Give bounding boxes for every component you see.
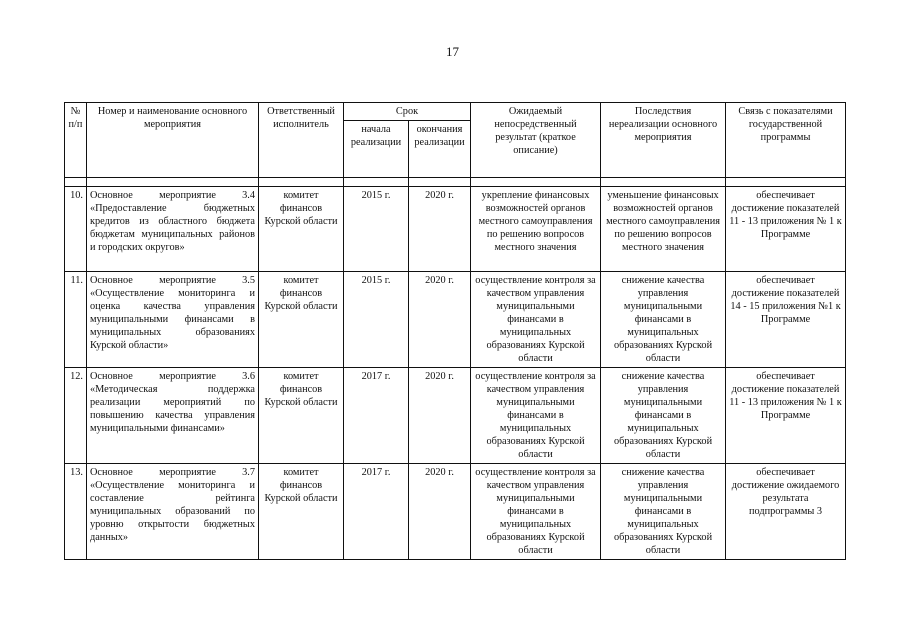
row-end: 2020 г. [409,272,471,368]
header-term: Срок [344,103,471,121]
table-row [65,368,846,464]
activities-table [64,102,846,560]
header-num: № п/п [65,103,87,178]
row-start: 2015 г. [344,272,409,368]
row-num: 12. [65,368,87,464]
row-responsible: комитет финансов Курской области [259,368,344,464]
header-name: Номер и наименование основного мероприятия [87,103,259,178]
row-consequences: снижение качества управления муниципальными финансами в муниципальных образованиях Курской области [601,368,726,464]
row-num: 13. [65,464,87,560]
row-name: Основное мероприятие 3.6 «Методическая поддержка реализации мероприятий по повышению качества управления муниципальными финансами» [87,368,259,464]
row-link: обеспечивает достижение показателей 11 - 13 приложения № 1 к Программе [726,187,846,272]
header-result: Ожидаемый непосредственный результат (краткое описание) [471,103,601,178]
row-start: 2017 г. [344,464,409,560]
row-name: Основное мероприятие 3.4 «Предоставление бюджетных кредитов из областного бюджета бюджетам муниципальных районов и городских округов» [87,187,259,272]
row-name: Основное мероприятие 3.7 «Осуществление мониторинга и составление рейтинга муниципальных образований по уровню открытости бюджетных данных» [87,464,259,560]
header-start: начала реализации [344,121,409,178]
row-link: обеспечивает достижение ожидаемого результата подпрограммы 3 [726,464,846,560]
row-end: 2020 г. [409,187,471,272]
table-row [65,187,846,272]
row-end: 2020 г. [409,368,471,464]
row-responsible: комитет финансов Курской области [259,187,344,272]
header-consequences: Последствия нереализации основного мероприятия [601,103,726,178]
page-number: 17 [446,44,459,59]
row-consequences: уменьшение финансовых возможностей органов местного самоуправления по решению вопросов местного значения [601,187,726,272]
table-row [65,272,846,368]
header-responsible: Ответственный исполнитель [259,103,344,178]
row-num: 10. [65,187,87,272]
row-result: осуществление контроля за качеством управления муниципальными финансами в муниципальных образованиях Курской области [471,272,601,368]
row-consequences: снижение качества управления муниципальными финансами в муниципальных образованиях Курской области [601,464,726,560]
row-name: Основное мероприятие 3.5 «Осуществление мониторинга и оценка качества управления муниципальными финансами в муниципальных образованиях Курской области» [87,272,259,368]
row-link: обеспечивает достижение показателей 11 - 13 приложения № 1 к Программе [726,368,846,464]
row-result: осуществление контроля за качеством управления муниципальными финансами в муниципальных образованиях Курской области [471,464,601,560]
row-responsible: комитет финансов Курской области [259,464,344,560]
row-start: 2017 г. [344,368,409,464]
table-row [65,464,846,560]
row-link: обеспечивает достижение показателей 14 - 15 приложения №1 к Программе [726,272,846,368]
row-start: 2015 г. [344,187,409,272]
row-end: 2020 г. [409,464,471,560]
header-end: окончания реализации [409,121,471,178]
row-result: осуществление контроля за качеством управления муниципальными финансами в муниципальных образованиях Курской области [471,368,601,464]
row-result: укрепление финансовых возможностей органов местного самоуправления по решению вопросов местного значения [471,187,601,272]
row-responsible: комитет финансов Курской области [259,272,344,368]
row-num: 11. [65,272,87,368]
header-link: Связь с показателями государственной программы [726,103,846,178]
row-consequences: снижение качества управления муниципальными финансами в муниципальных образованиях Курской области [601,272,726,368]
